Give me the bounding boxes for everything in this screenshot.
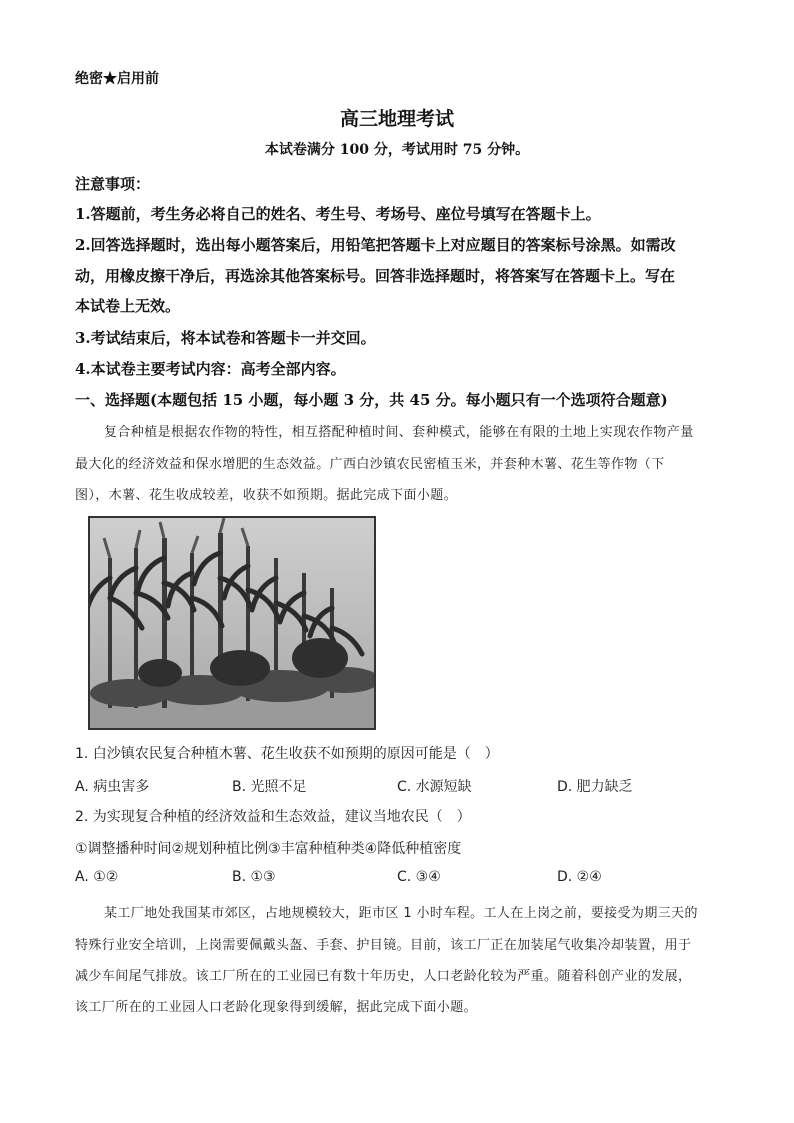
passage-1-line-3: 图），木薯、花生收成较差，收获不如预期。据此完成下面小题。 xyxy=(75,488,458,503)
note-4: 4.本试卷主要考试内容：高考全部内容。 xyxy=(75,360,346,378)
notes-heading: 注意事项： xyxy=(75,175,151,193)
secret-mark: 绝密★启用前 xyxy=(75,71,159,87)
q1-option-b[interactable]: B. 光照不足 xyxy=(232,779,307,795)
q1-option-c[interactable]: C. 水源短缺 xyxy=(397,779,472,795)
question-1-stem: 1. 白沙镇农民复合种植木薯、花生收获不如预期的原因可能是（ ） xyxy=(75,746,499,762)
crop-field-photo xyxy=(88,516,376,730)
note-2-line-1: 2.回答选择题时，选出每小题答案后，用铅笔把答题卡上对应题目的答案标号涂黑。如需改 xyxy=(75,236,676,254)
passage-2-line-2: 特殊行业安全培训，上岗需要佩戴头盔、手套、护目镜。目前，该工厂正在加装尾气收集冷却装置，用于 xyxy=(75,938,692,953)
section-heading: 一、选择题(本题包括 15 小题，每小题 3 分，共 45 分。每小题只有一个选项符合题意) xyxy=(75,391,668,409)
passage-1-line-2: 最大化的经济效益和保水增肥的生态效益。广西白沙镇农民密植玉米，并套种木薯、花生等作物（下 xyxy=(75,457,665,472)
passage-1-line-1: 复合种植是根据农作物的特性，相互搭配种植时间、套种模式，能够在有限的土地上实现农作物产量 xyxy=(104,425,694,440)
note-1: 1.答题前，考生务必将自己的姓名、考生号、考场号、座位号填写在答题卡上。 xyxy=(75,205,601,223)
page-title: 高三地理考试 xyxy=(339,108,454,130)
q2-option-d[interactable]: D. ②④ xyxy=(557,869,602,885)
note-2-line-3: 本试卷上无效。 xyxy=(75,297,181,315)
note-3: 3.考试结束后，将本试卷和答题卡一并交回。 xyxy=(75,329,376,347)
passage-2-line-3: 减少车间尾气排放。该工厂所在的工业园已有数十年历史，人口老龄化较为严重。随着科创产业的发展， xyxy=(75,969,692,984)
q1-option-a[interactable]: A. 病虫害多 xyxy=(75,779,150,795)
passage-2-line-4: 该工厂所在的工业园人口老龄化现象得到缓解，据此完成下面小题。 xyxy=(75,1000,478,1015)
exam-subtitle: 本试卷满分 100 分，考试用时 75 分钟。 xyxy=(264,142,530,158)
q2-option-c[interactable]: C. ③④ xyxy=(397,869,441,885)
question-2-stem: 2. 为实现复合种植的经济效益和生态效益，建议当地农民（ ） xyxy=(75,809,471,825)
q1-option-d[interactable]: D. 肥力缺乏 xyxy=(557,779,633,795)
passage-2-line-1: 某工厂地处我国某市郊区，占地规模较大，距市区 1 小时车程。工人在上岗之前，要接受为期三天的 xyxy=(104,906,698,921)
q2-option-a[interactable]: A. ①② xyxy=(75,869,119,885)
note-2-line-2: 动，用橡皮擦干净后，再选涂其他答案标号。回答非选择题时，将答案写在答题卡上。写在 xyxy=(75,267,676,285)
q2-option-b[interactable]: B. ①③ xyxy=(232,869,276,885)
corn-intercropping-image xyxy=(90,518,374,728)
question-2-items: ①调整播种时间②规划种植比例③丰富种植种类④降低种植密度 xyxy=(75,841,462,857)
